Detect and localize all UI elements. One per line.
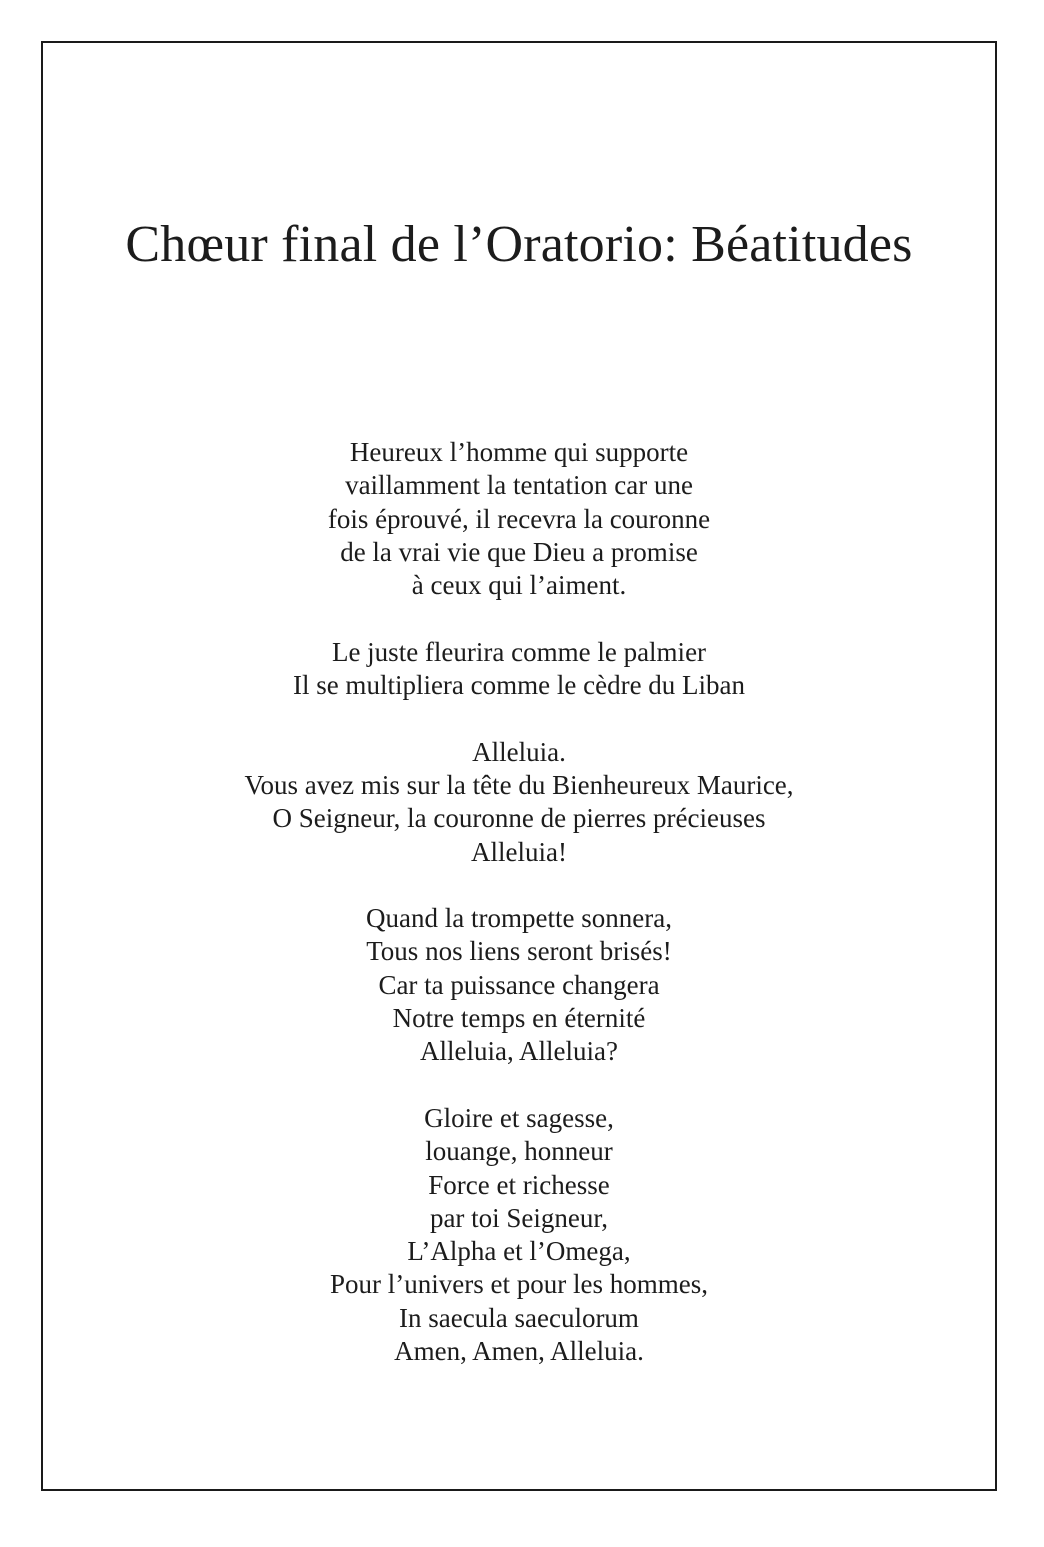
stanza-line: louange, honneur: [425, 1136, 613, 1167]
stanza-line: Quand la trompette sonnera,: [366, 903, 672, 934]
stanza-line: Heureux l’homme qui supporte: [349, 437, 689, 467]
stanza-line: Alleluia!: [471, 836, 567, 867]
stanza-line: Alleluia, Alleluia?: [420, 1036, 618, 1067]
stanza-line: Car ta puissance changera: [378, 969, 660, 1000]
stanza-line: fois éprouvé, il recevra la couronne: [327, 503, 711, 534]
stanza-line: Amen, Amen, Alleluia.: [394, 1336, 644, 1367]
stanza-line: de la vrai vie que Dieu a promise: [340, 536, 698, 567]
stanza-line: Force et richesse: [428, 1169, 610, 1200]
page-title: Chœur final de l’Oratorio: Béatitudes: [125, 216, 913, 273]
stanza-line: O Seigneur, la couronne de pierres précieuses: [272, 803, 766, 834]
stanza-5: [43, 1102, 995, 1368]
stanza-line: Notre temps en éternité: [392, 1003, 646, 1034]
stanza-line: In saecula saeculorum: [399, 1302, 639, 1333]
stanza-2: [43, 636, 995, 703]
stanza-line: Gloire et sagesse,: [424, 1102, 614, 1133]
stanza-line: Pour l’univers et pour les hommes,: [330, 1269, 708, 1300]
stanza-4: [43, 902, 995, 1068]
stanza-1: [43, 436, 995, 602]
stanza-line: vaillamment la tentation car une: [345, 470, 693, 501]
stanza-line: Il se multipliera comme le cèdre du Liban: [292, 670, 746, 701]
poem-body: [43, 436, 995, 1402]
stanza-line: L’Alpha et l’Omega,: [407, 1236, 631, 1267]
page-border: [41, 41, 997, 1491]
stanza-3: [43, 736, 995, 869]
stanza-line: Alleluia.: [472, 736, 566, 767]
stanza-line: Le juste fleurira comme le palmier: [331, 636, 707, 667]
stanza-line: à ceux qui l’aiment.: [411, 570, 627, 601]
stanza-line: Vous avez mis sur la tête du Bienheureux Maurice,: [244, 769, 794, 800]
stanza-line: Tous nos liens seront brisés!: [366, 936, 672, 967]
stanza-line: par toi Seigneur,: [429, 1202, 609, 1233]
